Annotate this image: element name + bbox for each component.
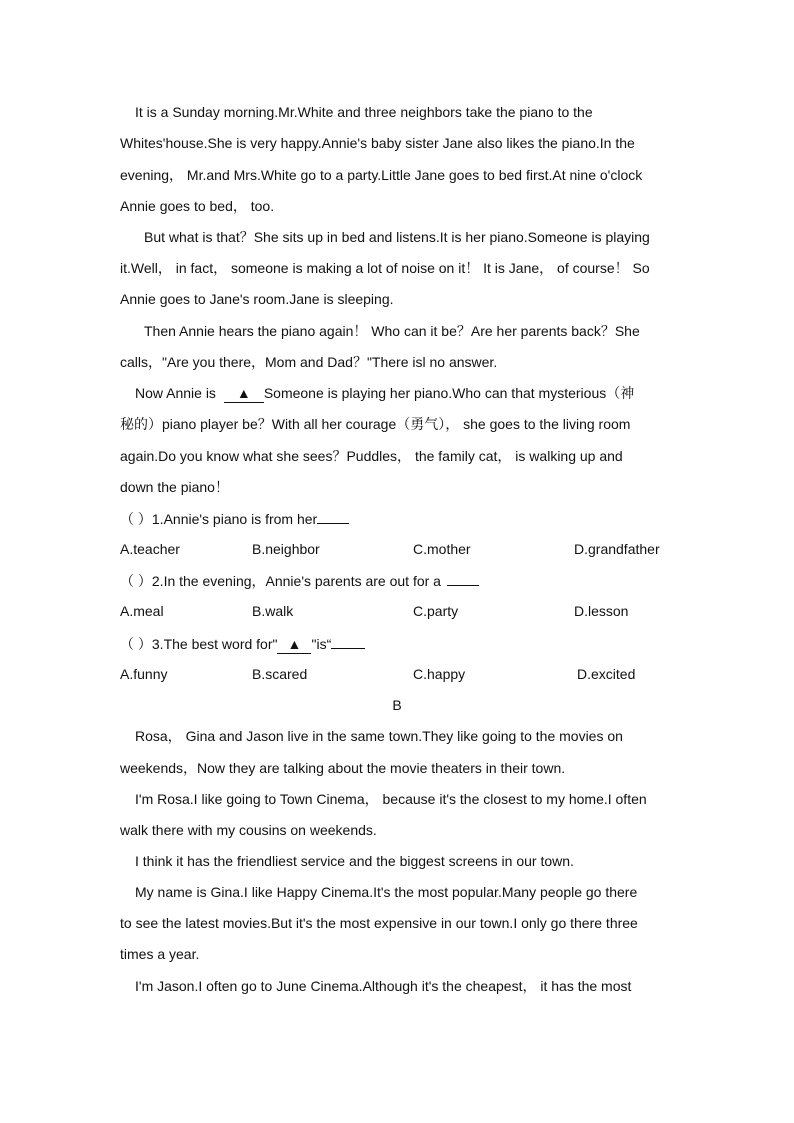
passage-a-blank-line [135,384,634,403]
passage-a-line: Annie goes to bed， too. [120,198,275,214]
answer-blank [447,571,479,586]
question-2 [120,571,479,590]
question-stem: 3.The best word for" [151,636,278,652]
option: A.meal [120,603,164,619]
option: B.neighbor [252,541,320,557]
passage-a-line: Then Annie hears the piano again！ Who can it be？Are her parents back？She [144,323,640,339]
option: C.mother [413,541,471,557]
question-stem: 2.In the evening，Annie's parents are out for a [151,573,441,589]
option: D.grandfather [574,541,660,557]
passage-a-line: But what is that？She sits up in bed and listens.It is her piano.Someone is playing [144,229,650,245]
passage-b-line: I think it has the friendliest service and the biggest screens in our town. [135,853,574,869]
passage-b-line: walk there with my cousins on weekends. [120,822,377,838]
option: D.lesson [574,603,629,619]
option: A.funny [120,666,168,682]
question-stem: 1.Annie's piano is from her [151,511,318,527]
option: B.walk [252,603,294,619]
question-stem: "is“ [311,636,332,652]
passage-a-line: calls，"Are you there，Mom and Dad？"There isl no answer. [120,354,498,370]
passage-b-line: weekends，Now they are talking about the movie theaters in their town. [120,760,566,776]
passage-b-line: Rosa， Gina and Jason live in the same town.They like going to the movies on [135,728,623,744]
answer-paren: （ ） [120,511,152,527]
section-b-heading: B [392,697,402,713]
passage-a-line: Whites'house.She is very happy.Annie's baby sister Jane also likes the piano.In the [120,135,635,151]
question-3 [120,634,365,654]
option: D.excited [577,666,636,682]
passage-a-line: 秘的）piano player be？With all her courage（勇气）， she goes to the living room [120,416,631,432]
passage-a-line: again.Do you know what she sees？Puddles， the family cat， is walking up and [120,448,623,464]
blank-marker: ▲ [224,384,264,403]
passage-a-text: Someone is playing her piano.Who can that mysterious（神 [263,385,635,401]
option: C.happy [413,666,466,682]
blank-marker: ▲ [277,635,311,654]
option: B.scared [252,666,308,682]
passage-a-line: down the piano！ [120,479,229,495]
answer-paren: （ ） [120,573,152,589]
passage-a-line: it.Well， in fact， someone is making a lot of noise on it！ It is Jane， of course！ So [120,260,650,276]
answer-blank [317,509,349,524]
passage-a-text: Now Annie is [135,385,216,401]
option: C.party [413,603,459,619]
answer-blank [331,634,365,649]
passage-b-line: I'm Rosa.I like going to Town Cinema， because it's the closest to my home.I often [135,791,647,807]
passage-a-line: evening， Mr.and Mrs.White go to a party.Little Jane goes to bed first.At nine o'clock [120,167,643,183]
option: A.teacher [120,541,180,557]
passage-a-line: It is a Sunday morning.Mr.White and three neighbors take the piano to the [135,104,593,120]
answer-paren: （ ） [120,636,152,652]
passage-b-line: times a year. [120,946,200,962]
passage-a-line: Annie goes to Jane's room.Jane is sleeping. [120,291,394,307]
passage-b-line: to see the latest movies.But it's the most expensive in our town.I only go there three [120,915,638,931]
question-1 [120,509,349,528]
passage-b-line: I'm Jason.I often go to June Cinema.Although it's the cheapest， it has the most [135,978,632,994]
passage-b-line: My name is Gina.I like Happy Cinema.It's the most popular.Many people go there [135,884,638,900]
